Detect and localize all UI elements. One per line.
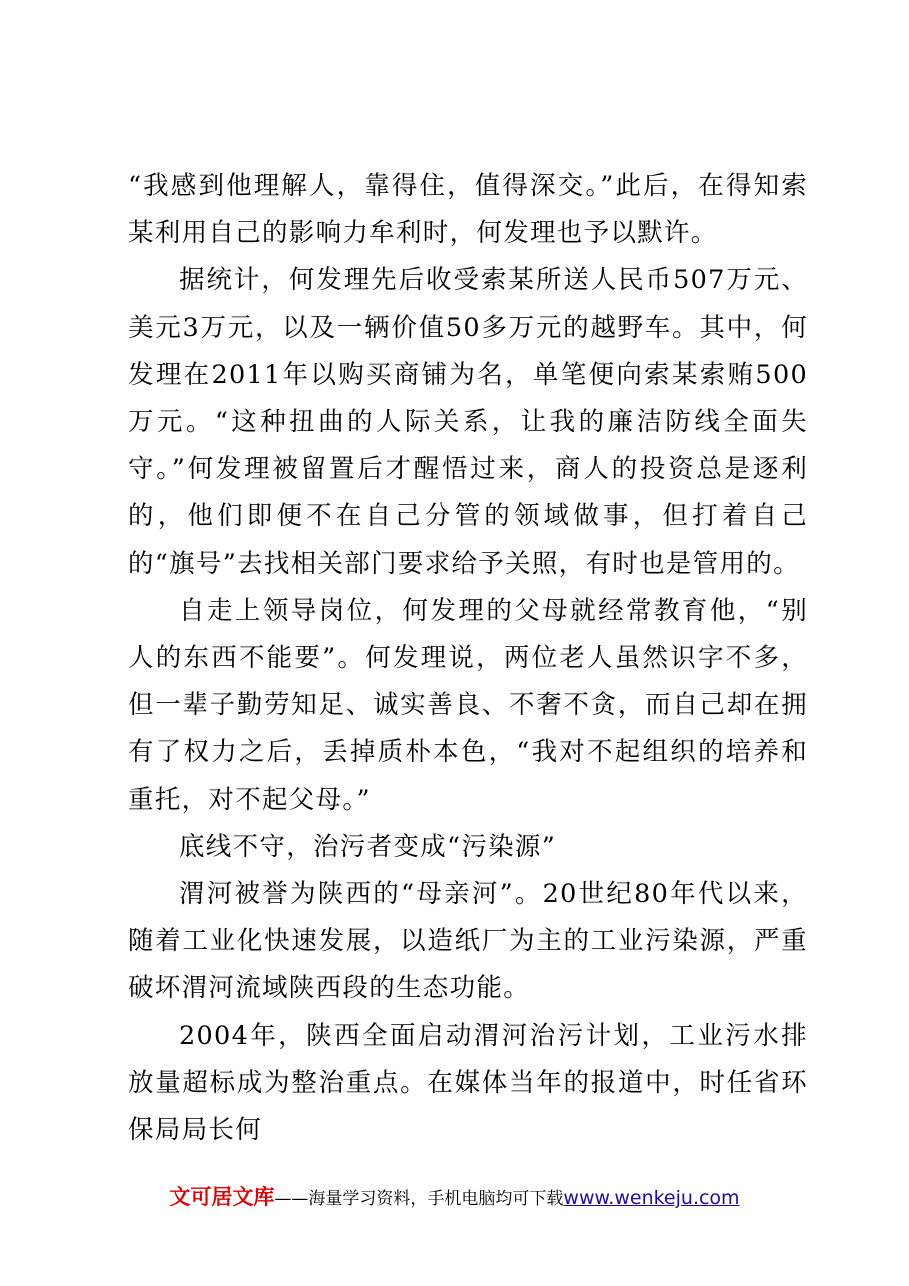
paragraph-continuation: “我感到他理解人，靠得住，值得深交。”此后，在得知索某利用自己的影响力牟利时，何发理也予以默许。 [128,171,808,249]
footer-website-link[interactable]: www.wenkeju.com [563,1187,740,1209]
footer-slogan: ——海量学习资料，手机电脑均可下载 [274,1189,564,1209]
footer-brand: 文可居文库 [169,1185,275,1209]
paragraph-statistics: 据统计，何发理先后收受索某所送人民币507万元、美元3万元，以及一辆价值50多万元的越野车。其中，何发理在2011年以购买商铺为名，单笔便向索某索贿500万元。“这种扭曲的人际关系，让我的廉洁防线全面失守。”何发理被留置后才醒悟过来，商人的投资总是逐利的，他们即便不在自己分管的领域做事，但打着自己的“旗号”去找相关部门要求给予关照，有时也是管用的。 [128,265,808,579]
paragraph-weihe-river: 渭河被誉为陕西的“母亲河”。20世纪80年代以来，随着工业化快速发展，以造纸厂为主的工业污染源，严重破坏渭河流域陕西段的生态功能。 [128,879,808,1004]
paragraph-2004-plan: 2004年，陕西全面启动渭河治污计划，工业污水排放量超标成为整治重点。在媒体当年的报道中，时任省环保局局长何 [128,1020,808,1146]
section-heading: 底线不守，治污者变成“污染源” [179,831,557,862]
document-body [128,163,808,1154]
paragraph-parents: 自走上领导岗位，何发理的父母就经常教育他，“别人的东西不能要”。何发理说，两位老人虽然识字不多，但一辈子勤劳知足、诚实善良、不奢不贪，而自己却在拥有了权力之后，丢掉质朴本色，“我对不起组织的培养和重托，对不起父母。” [128,595,808,815]
page-footer [0,1181,909,1211]
